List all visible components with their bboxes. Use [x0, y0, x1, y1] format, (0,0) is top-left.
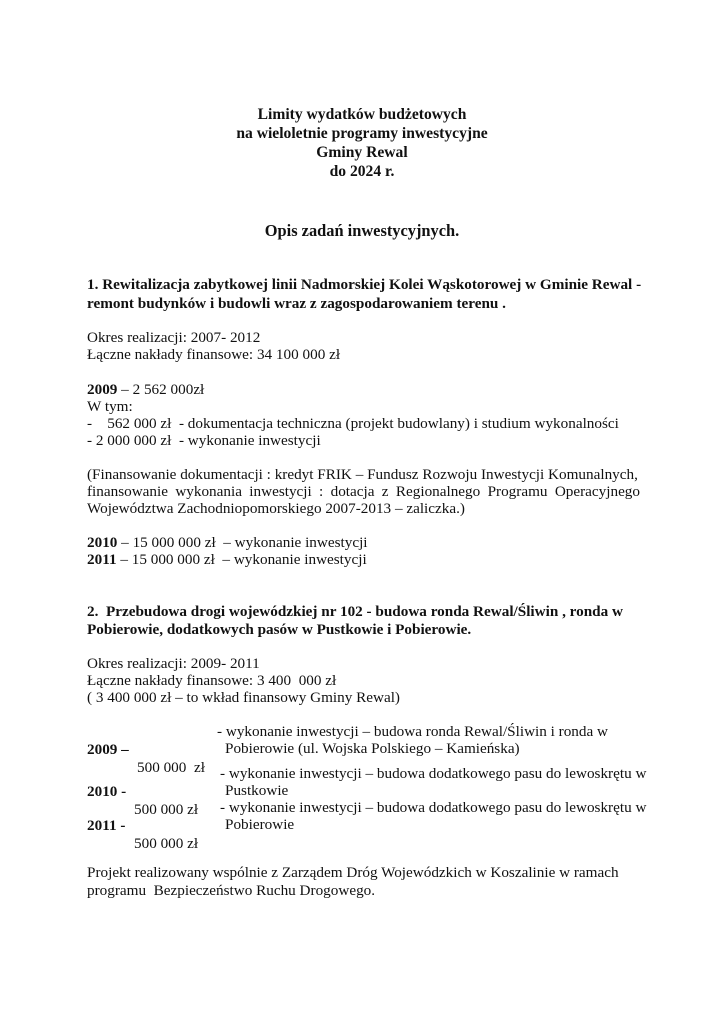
task-2-total: Łączne nakłady finansowe: 3 400 000 zł	[87, 672, 337, 689]
year-label: 2010	[87, 534, 118, 551]
task-2-period: Okres realizacji: 2009- 2011	[87, 655, 260, 672]
year-amount: – 2 562 000zł	[117, 381, 205, 398]
task-1-year-2010	[87, 534, 368, 552]
task-1-item-1: - 562 000 zł - dokumentacja techniczna (projekt budowlany) i studium wykonalności	[87, 415, 619, 432]
closing-line-2: programu Bezpieczeństwo Ruchu Drogowego.	[87, 882, 376, 899]
title-line-1: Limity wydatków budżetowych	[257, 106, 467, 123]
year-label: 2011 -	[87, 817, 126, 834]
year-amount: 500 000 zł	[137, 759, 205, 776]
title-line-2: na wieloletnie programy inwestycyjne	[236, 125, 488, 142]
title-line-4: do 2024 r.	[329, 163, 395, 180]
task-1-heading-line-2: remont budynków i budowli wraz z zagospodarowaniem terenu .	[87, 295, 506, 312]
title-line-3: Gminy Rewal	[316, 144, 408, 161]
year-description-line-1: - wykonanie inwestycji – budowa dodatkowego pasu do lewoskrętu w	[220, 799, 647, 816]
task-1-year-2011	[87, 551, 367, 569]
task-1-note-line-1: (Finansowanie dokumentacji : kredyt FRIK – Fundusz Rozwoju Inwestycji Komunalnych,	[87, 466, 638, 483]
year-amount: 500 000 zł	[134, 801, 199, 818]
year-description-line-2: Pobierowie	[225, 816, 295, 833]
task-1-year-2009	[87, 381, 204, 399]
year-amount: – 15 000 000 zł – wykonanie inwestycji	[117, 534, 368, 551]
task-1-heading-line-1: 1. Rewitalizacja zabytkowej linii Nadmorskiej Kolei Wąskotorowej w Gminie Rewal -	[87, 276, 642, 293]
year-label: 2010 -	[87, 783, 127, 800]
closing-line-1: Projekt realizowany wspólnie z Zarządem Dróg Wojewódzkich w Koszalinie w ramach	[87, 864, 619, 881]
task-1-period: Okres realizacji: 2007- 2012	[87, 329, 261, 346]
year-label: 2011	[87, 551, 117, 568]
year-description-line-1: - wykonanie inwestycji – budowa ronda Rewal/Śliwin i ronda w	[217, 723, 609, 740]
task-1-note-line-2: finansowanie wykonania inwestycji : dotacja z Regionalnego Programu Operacyjnego	[87, 483, 640, 500]
year-label: 2009	[87, 381, 118, 398]
year-amount: – 15 000 000 zł – wykonanie inwestycji	[116, 551, 367, 568]
task-1-total: Łączne nakłady finansowe: 34 100 000 zł	[87, 346, 341, 363]
task-2-year-row	[87, 765, 647, 818]
task-2-year-row	[87, 799, 647, 852]
task-1-w-tym: W tym:	[87, 398, 133, 415]
year-description-line-2: Pustkowie	[225, 782, 289, 799]
page-subtitle: Opis zadań inwestycyjnych.	[264, 221, 460, 240]
task-2-contribution: ( 3 400 000 zł – to wkład finansowy Gminy Rewal)	[87, 689, 400, 706]
task-1-item-2: - 2 000 000 zł - wykonanie inwestycji	[87, 432, 321, 449]
year-amount: 500 000 zł	[134, 835, 199, 852]
task-2-heading-line-2: Pobierowie, dodatkowych pasów w Pustkowie i Pobierowie.	[87, 621, 472, 638]
year-description-line-2: Pobierowie (ul. Wojska Polskiego – Kamieńska)	[225, 740, 520, 757]
task-2-heading-line-1: 2. Przebudowa drogi wojewódzkiej nr 102 - budowa ronda Rewal/Śliwin , ronda w	[87, 603, 623, 620]
year-description-line-1: - wykonanie inwestycji – budowa dodatkowego pasu do lewoskrętu w	[220, 765, 647, 782]
year-label: 2009 –	[87, 741, 129, 758]
task-1-note-line-3: Województwa Zachodniopomorskiego 2007-2013 – zaliczka.)	[87, 500, 465, 517]
